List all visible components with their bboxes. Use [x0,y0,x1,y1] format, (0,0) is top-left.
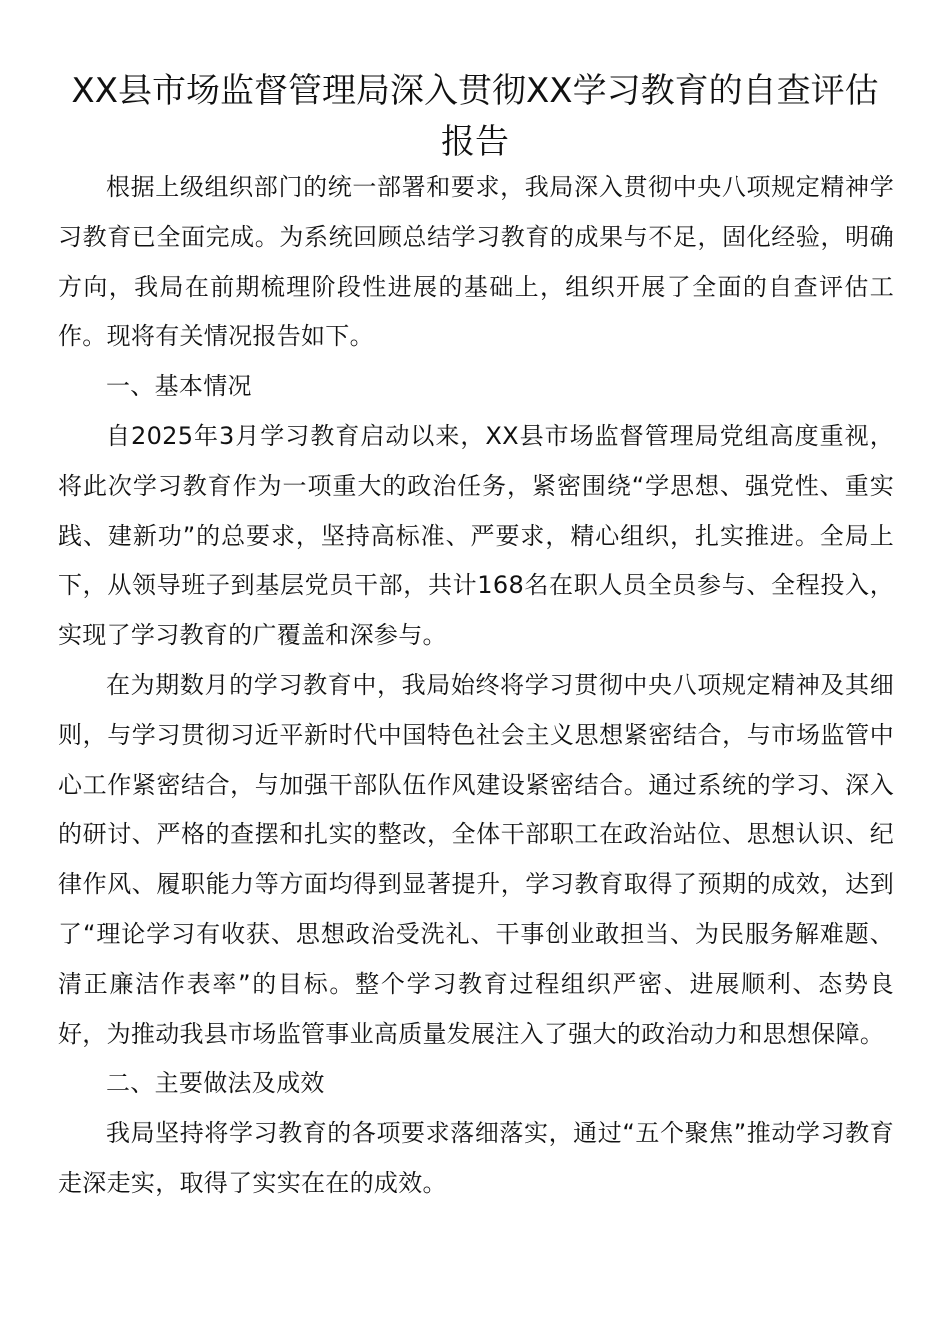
section-heading-basic-situation: 一、基本情况 [106,372,252,401]
paragraph-main-practices: 我局坚持将学习教育的各项要求落细落实，通过“五个聚焦”推动学习教育走深走实，取得了实实在在的成效。 [58,1119,894,1197]
document-title: XX县市场监督管理局深入贯彻XX学习教育的自查评估报告 [71,71,879,162]
paragraph-intro: 根据上级组织部门的统一部署和要求，我局深入贯彻中央八项规定精神学习教育已全面完成。为系统回顾总结学习教育的成果与不足，固化经验，明确方向，我局在前期梳理阶段性进展的基础上，组织开展了全面的自查评估工作。现将有关情况报告如下。 [58,173,894,351]
document-body [58,163,894,1209]
paragraph-basic-situation-1: 自2025年3月学习教育启动以来，XX县市场监督管理局党组高度重视，将此次学习教育作为一项重大的政治任务，紧密围绕“学思想、强党性、重实践、建新功”的总要求，坚持高标准、严要求，精心组织，扎实推进。全局上下，从领导班子到基层党员干部，共计168名在职人员全员参与、全程投入，实现了学习教育的广覆盖和深参与。 [58,421,894,650]
paragraph-basic-situation-2: 在为期数月的学习教育中，我局始终将学习贯彻中央八项规定精神及其细则，与学习贯彻习近平新时代中国特色社会主义思想紧密结合，与市场监管中心工作紧密结合，与加强干部队伍作风建设紧密结合。通过系统的学习、深入的研讨、严格的查摆和扎实的整改，全体干部职工在政治站位、思想认识、纪律作风、履职能力等方面均得到显著提升，学习教育取得了预期的成效，达到了“理论学习有收获、思想政治受洗礼、干事创业敢担当、为民服务解难题、清正廉洁作表率”的目标。整个学习教育过程组织严密、进展顺利、态势良好，为推动我县市场监管事业高质量发展注入了强大的政治动力和思想保障。 [58,670,894,1048]
section-heading-main-practices: 二、主要做法及成效 [106,1069,325,1098]
